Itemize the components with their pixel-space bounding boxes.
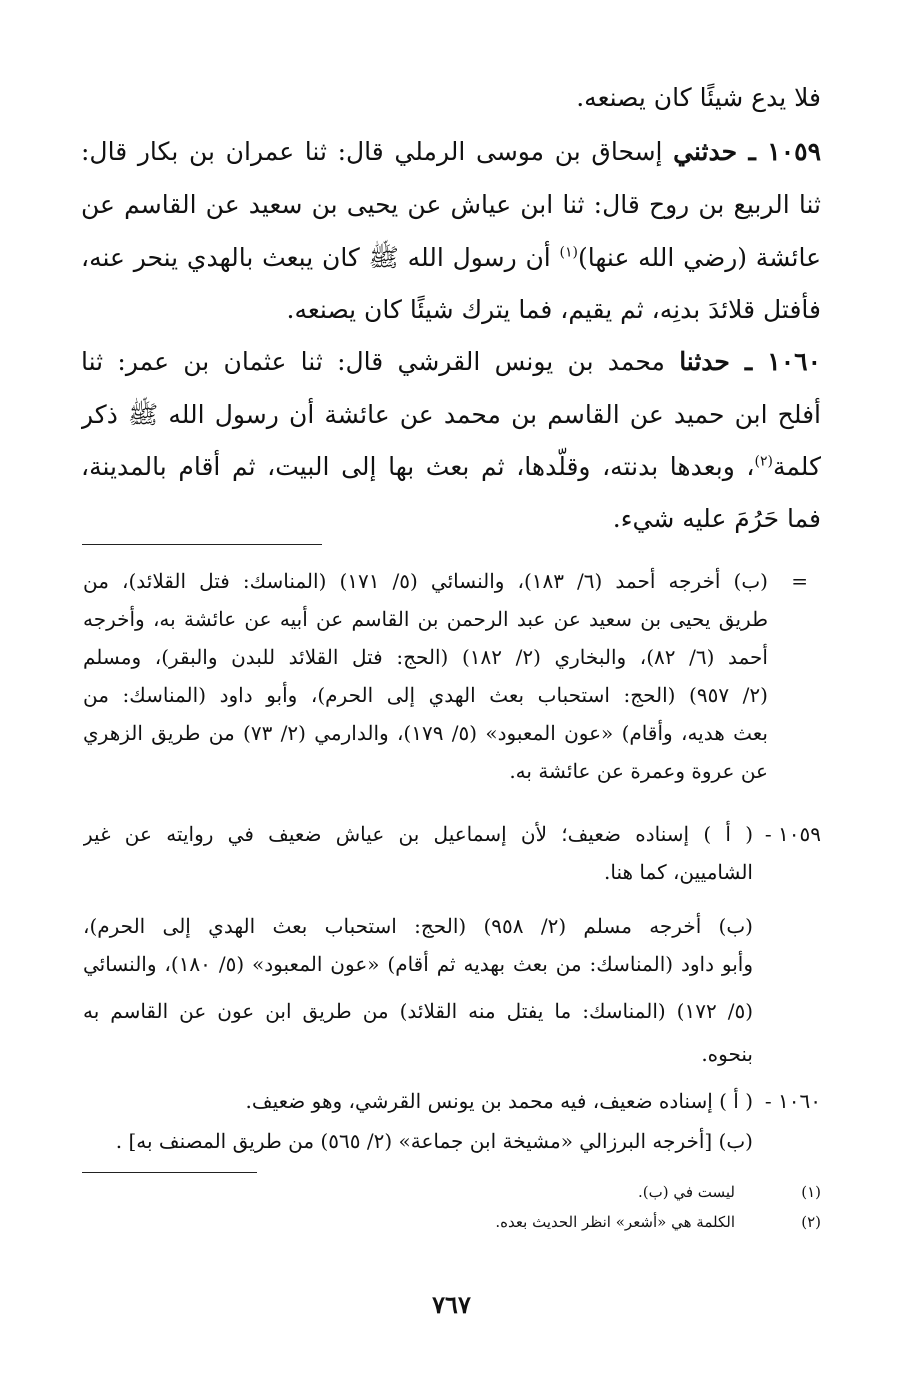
note-text: الكلمة هي «أشعر» انظر الحديث بعده. — [495, 1213, 735, 1231]
hadith-1060-line-1 — [81, 340, 821, 384]
hadith-1060-line-2: أفلح ابن حميد عن القاسم بن محمد عن عائشة أن رسول الله ﷺ ذكر — [81, 400, 821, 429]
commentary-label: ١٠٦٠ - — [764, 1089, 821, 1113]
main-line: فلا يدع شيئًا كان يصنعه. — [576, 83, 821, 112]
commentary-line: (ب) [أخرجه البرزالي «مشيخة ابن جماعة» (٢/ ٥٦٥) من طريق المصنف به] . — [115, 1129, 753, 1153]
commentary-line: بنحوه. — [701, 1042, 753, 1066]
hadith-number: ١٠٦٠ ـ حدثنا — [679, 347, 821, 376]
hadith-1059-line-4: فأفتل قلائدَ بدنِه، ثم يقيم، فما يترك شيئًا كان يصنعه. — [286, 295, 821, 324]
commentary-line: (٥/ ١٧٢) (المناسك: ما يفتل منه القلائد) من طريق ابن عون عن القاسم به — [83, 999, 753, 1023]
note-text: ليست في (ب). — [637, 1183, 735, 1201]
hadith-1059-line-3 — [81, 236, 821, 280]
commentary-line: ( أ ) إسناده ضعيف؛ لأن إسماعيل بن عياش ضعيف في روايته عن غير — [83, 822, 753, 846]
commentary-line: (٢/ ٩٥٧) (الحج: استحباب بعث الهدي إلى الحرم)، وأبو داود (المناسك: من — [83, 683, 768, 707]
commentary-line: طريق يحيى بن سعيد عن عبد الرحمن بن القاسم عن أبيه عن عائشة به، وأخرجه — [83, 607, 768, 631]
continuation-marker: = — [791, 569, 808, 593]
hadith-text: أن رسول الله ﷺ كان يبعث بالهدي ينحر عنه، — [81, 243, 560, 272]
footnote-ref: (٢) — [754, 453, 773, 470]
hadith-number: ١٠٥٩ ـ حدثني — [673, 137, 821, 166]
hadith-1060-line-4: فما حَرُمَ عليه شيء. — [612, 504, 821, 533]
footnote-ref: (١) — [559, 244, 578, 261]
notes-separator — [82, 1172, 257, 1173]
commentary-line: أحمد (٦/ ٨٢)، والبخاري (٢/ ١٨٢) (الحج: فتل القلائد للبدن والبقر)، ومسلم — [83, 645, 768, 669]
commentary-label: ١٠٥٩ - — [764, 822, 821, 846]
commentary-line: وأبو داود (المناسك: من بعث بهديه ثم أقام) «عون المعبود» (٥/ ١٨٠)، والنسائي — [83, 952, 753, 976]
note-number: (١) — [801, 1183, 821, 1201]
commentary-line: بعث هديه، وأقام) «عون المعبود» (٥/ ١٧٩)، والدارمي (٢/ ٧٣) من طريق الزهري — [83, 721, 768, 745]
hadith-text: ، وبعدها بدنته، وقلّدها، ثم بعث بها إلى البيت، ثم أقام بالمدينة، — [81, 452, 755, 481]
page-number: ٧٦٧ — [432, 1290, 471, 1319]
note-number: (٢) — [801, 1213, 821, 1231]
hadith-text: محمد بن يونس القرشي قال: ثنا عثمان بن عمر: ثنا — [81, 347, 680, 376]
hadith-text: إسحاق بن موسى الرملي قال: ثنا عمران بن بكار قال: — [81, 137, 674, 166]
hadith-1060-line-3 — [81, 445, 821, 489]
hadith-text: عائشة (رضي الله عنها) — [578, 243, 821, 272]
commentary-line: الشاميين، كما هنا. — [604, 860, 753, 884]
hadith-1059-line-1 — [81, 130, 821, 174]
commentary-line: (ب) أخرجه مسلم (٢/ ٩٥٨) (الحج: استحباب بعث الهدي إلى الحرم)، — [83, 914, 753, 938]
commentary-line: عن عروة وعمرة عن عائشة به. — [509, 759, 768, 783]
commentary-line: ( أ ) إسناده ضعيف، فيه محمد بن يونس القرشي، وهو ضعيف. — [245, 1089, 753, 1113]
hadith-1059-line-2: ثنا الربيع بن روح قال: ثنا ابن عياش عن يحيى بن سعيد عن القاسم عن — [81, 190, 821, 219]
separator-line — [82, 544, 322, 545]
hadith-text: كلمة — [772, 452, 821, 481]
commentary-line: (ب) أخرجه أحمد (٦/ ١٨٣)، والنسائي (٥/ ١٧١) (المناسك: فتل القلائد)، من — [83, 569, 768, 593]
